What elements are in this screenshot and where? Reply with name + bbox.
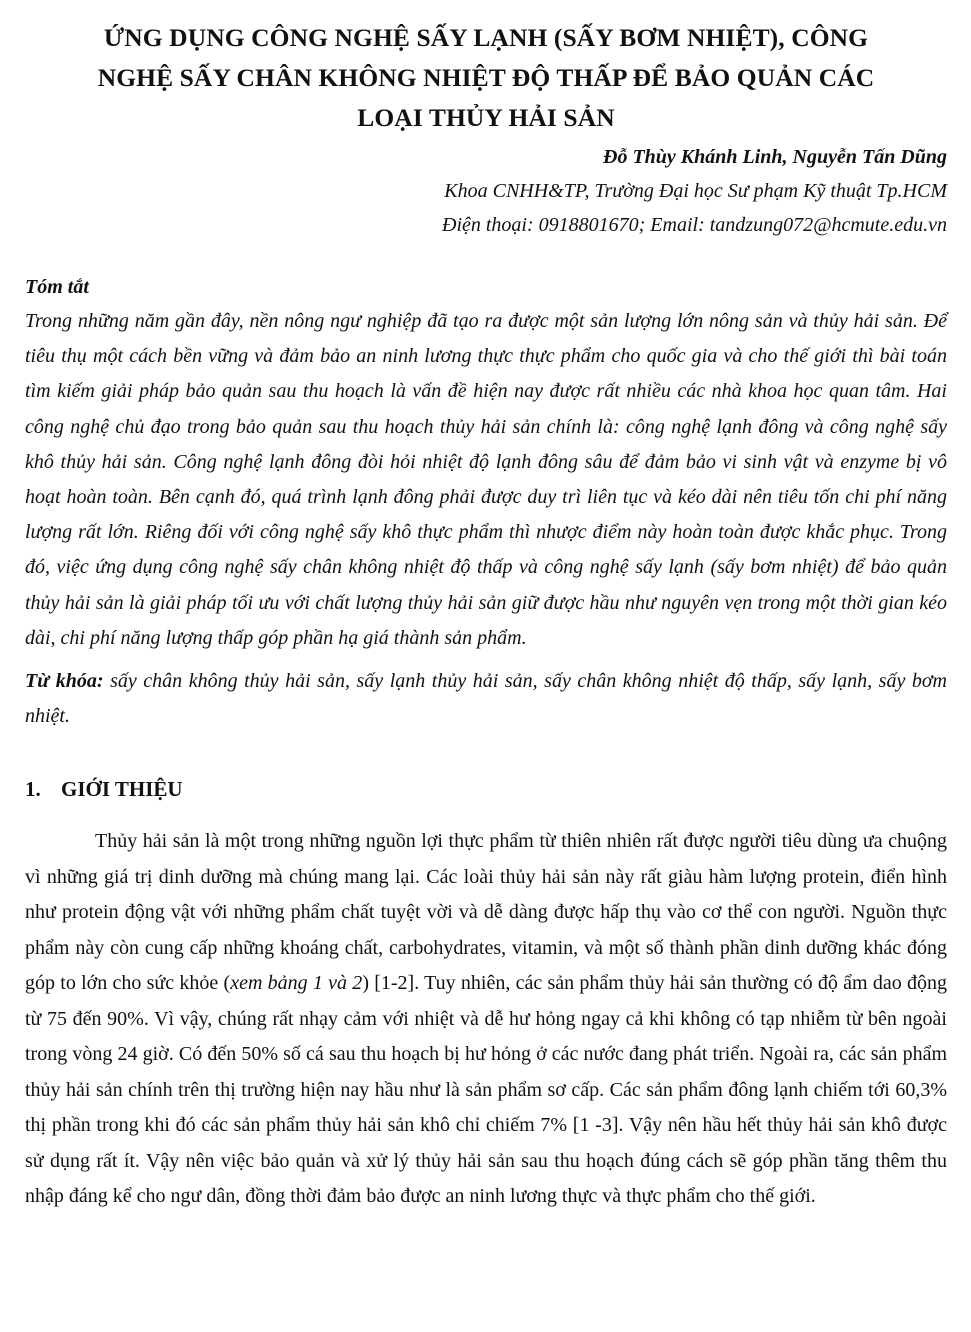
authors: Đỗ Thùy Khánh Linh, Nguyễn Tấn Dũng xyxy=(603,146,947,168)
affiliation: Khoa CNHH&TP, Trường Đại học Sư phạm Kỹ thuật Tp.HCM xyxy=(444,180,947,202)
author-block xyxy=(25,140,947,242)
section-number: 1. xyxy=(25,777,41,802)
title-line-3: LOẠI THỦY HẢI SẢN xyxy=(357,103,615,132)
abstract-heading: Tóm tắt xyxy=(25,276,89,298)
title-line-1: ỨNG DỤNG CÔNG NGHỆ SẤY LẠNH (SẤY BƠM NHIỆT), CÔNG xyxy=(103,23,869,52)
paper-title xyxy=(25,18,947,138)
intro-paragraph xyxy=(25,824,947,1215)
contact-info: Điện thoại: 0918801670; Email: tandzung072@hcmute.edu.vn xyxy=(442,214,947,236)
section-title: GIỚI THIỆU xyxy=(61,777,183,802)
abstract-body: Trong những năm gần đây, nền nông ngư nghiệp đã tạo ra được một sản lượng lớn nông sản và thủy hải sản. Để tiêu thụ một cách bền vững và đảm bảo an ninh lương thực thực phẩm cho quốc gia và cho thế giới thì bài toán tìm kiếm giải pháp bảo quản sau thu hoạch là vấn đề hiện nay được rất nhiều các nhà khoa học quan tâm. Hai công nghệ chủ đạo trong bảo quản sau thu hoạch thủy hải sản chính là: công nghệ lạnh đông và công nghệ sấy khô thủy hải sản. Công nghệ lạnh đông đòi hỏi nhiệt độ lạnh đông sâu để đảm bảo vi sinh vật và enzyme bị vô hoạt hoàn toàn. Bên cạnh đó, quá trình lạnh đông phải được duy trì liên tục và kéo dài nên tiêu tốn chi phí năng lượng rất lớn. Riêng đối với công nghệ sấy khô thực phẩm thì nhược điểm này hoàn toàn được khắc phục. Trong đó, việc ứng dụng công nghệ sấy chân không nhiệt độ thấp và công nghệ sấy lạnh (sấy bơm nhiệt) để bảo quản thủy hải sản là giải pháp tối ưu với chất lượng thủy hải sản giữ được hầu như nguyên vẹn trong một thời gian kéo dài, chi phí năng lượng thấp góp phần hạ giá thành sản phẩm. xyxy=(25,310,947,649)
table-reference: xem bảng 1 và 2 xyxy=(230,972,363,995)
keywords xyxy=(25,664,947,734)
title-line-2: NGHỆ SẤY CHÂN KHÔNG NHIỆT ĐỘ THẤP ĐỂ BẢO QUẢN CÁC xyxy=(97,63,875,92)
paper-page xyxy=(25,18,947,1235)
section-heading xyxy=(25,774,947,804)
intro-text-part-1: Thủy hải sản là một trong những nguồn lợi thực phẩm từ thiên nhiên rất được người tiêu dùng ưa chuộng vì những giá trị dinh dưỡng mà chúng mang lại. Các loài thủy hải sản này rất giàu hàm lượng protein, điển hình như protein động vật với những phẩm chất tuyệt vời và dễ dàng được hấp thụ vào cơ thể con người. Nguồn thực phẩm này còn cung cấp những khoáng chất, carbohydrates, vitamin, và một số thành phần dinh dưỡng khác đóng góp to lớn cho sức khỏe ( xyxy=(25,830,947,995)
keywords-list: sấy chân không thủy hải sản, sấy lạnh thủy hải sản, sấy chân không nhiệt độ thấp, sấy lạnh, sấy bơm nhiệt. xyxy=(25,670,947,728)
keywords-label: Từ khóa: xyxy=(25,670,104,693)
intro-text-part-2: ) [1-2]. Tuy nhiên, các sản phẩm thủy hải sản thường có độ ẩm dao động từ 75 đến 90%. Vì vậy, chúng rất nhạy cảm với nhiệt và dễ hư hỏng ngay cả khi không có tạp nhiễm từ bên ngoài trong vòng 24 giờ. Có đến 50% số cá sau thu hoạch bị hư hỏng ở các nước đang phát triển. Ngoài ra, các sản phẩm thủy hải sản chính trên thị trường hiện nay hầu như là sản phẩm sơ cấp. Các sản phẩm đông lạnh chiếm tới 60,3% thị phần trong khi đó các sản phẩm thủy hải sản khô chỉ chiếm 7% [1 -3]. Vậy nên hầu hết thủy hải sản khô được sử dụng rất ít. Vậy nên việc bảo quản và xử lý thủy hải sản sau thu hoạch đúng cách sẽ góp phần tăng thêm thu nhập đáng kể cho ngư dân, đồng thời đảm bảo được an ninh lương thực và thực phẩm cho thế giới. xyxy=(25,972,948,1208)
